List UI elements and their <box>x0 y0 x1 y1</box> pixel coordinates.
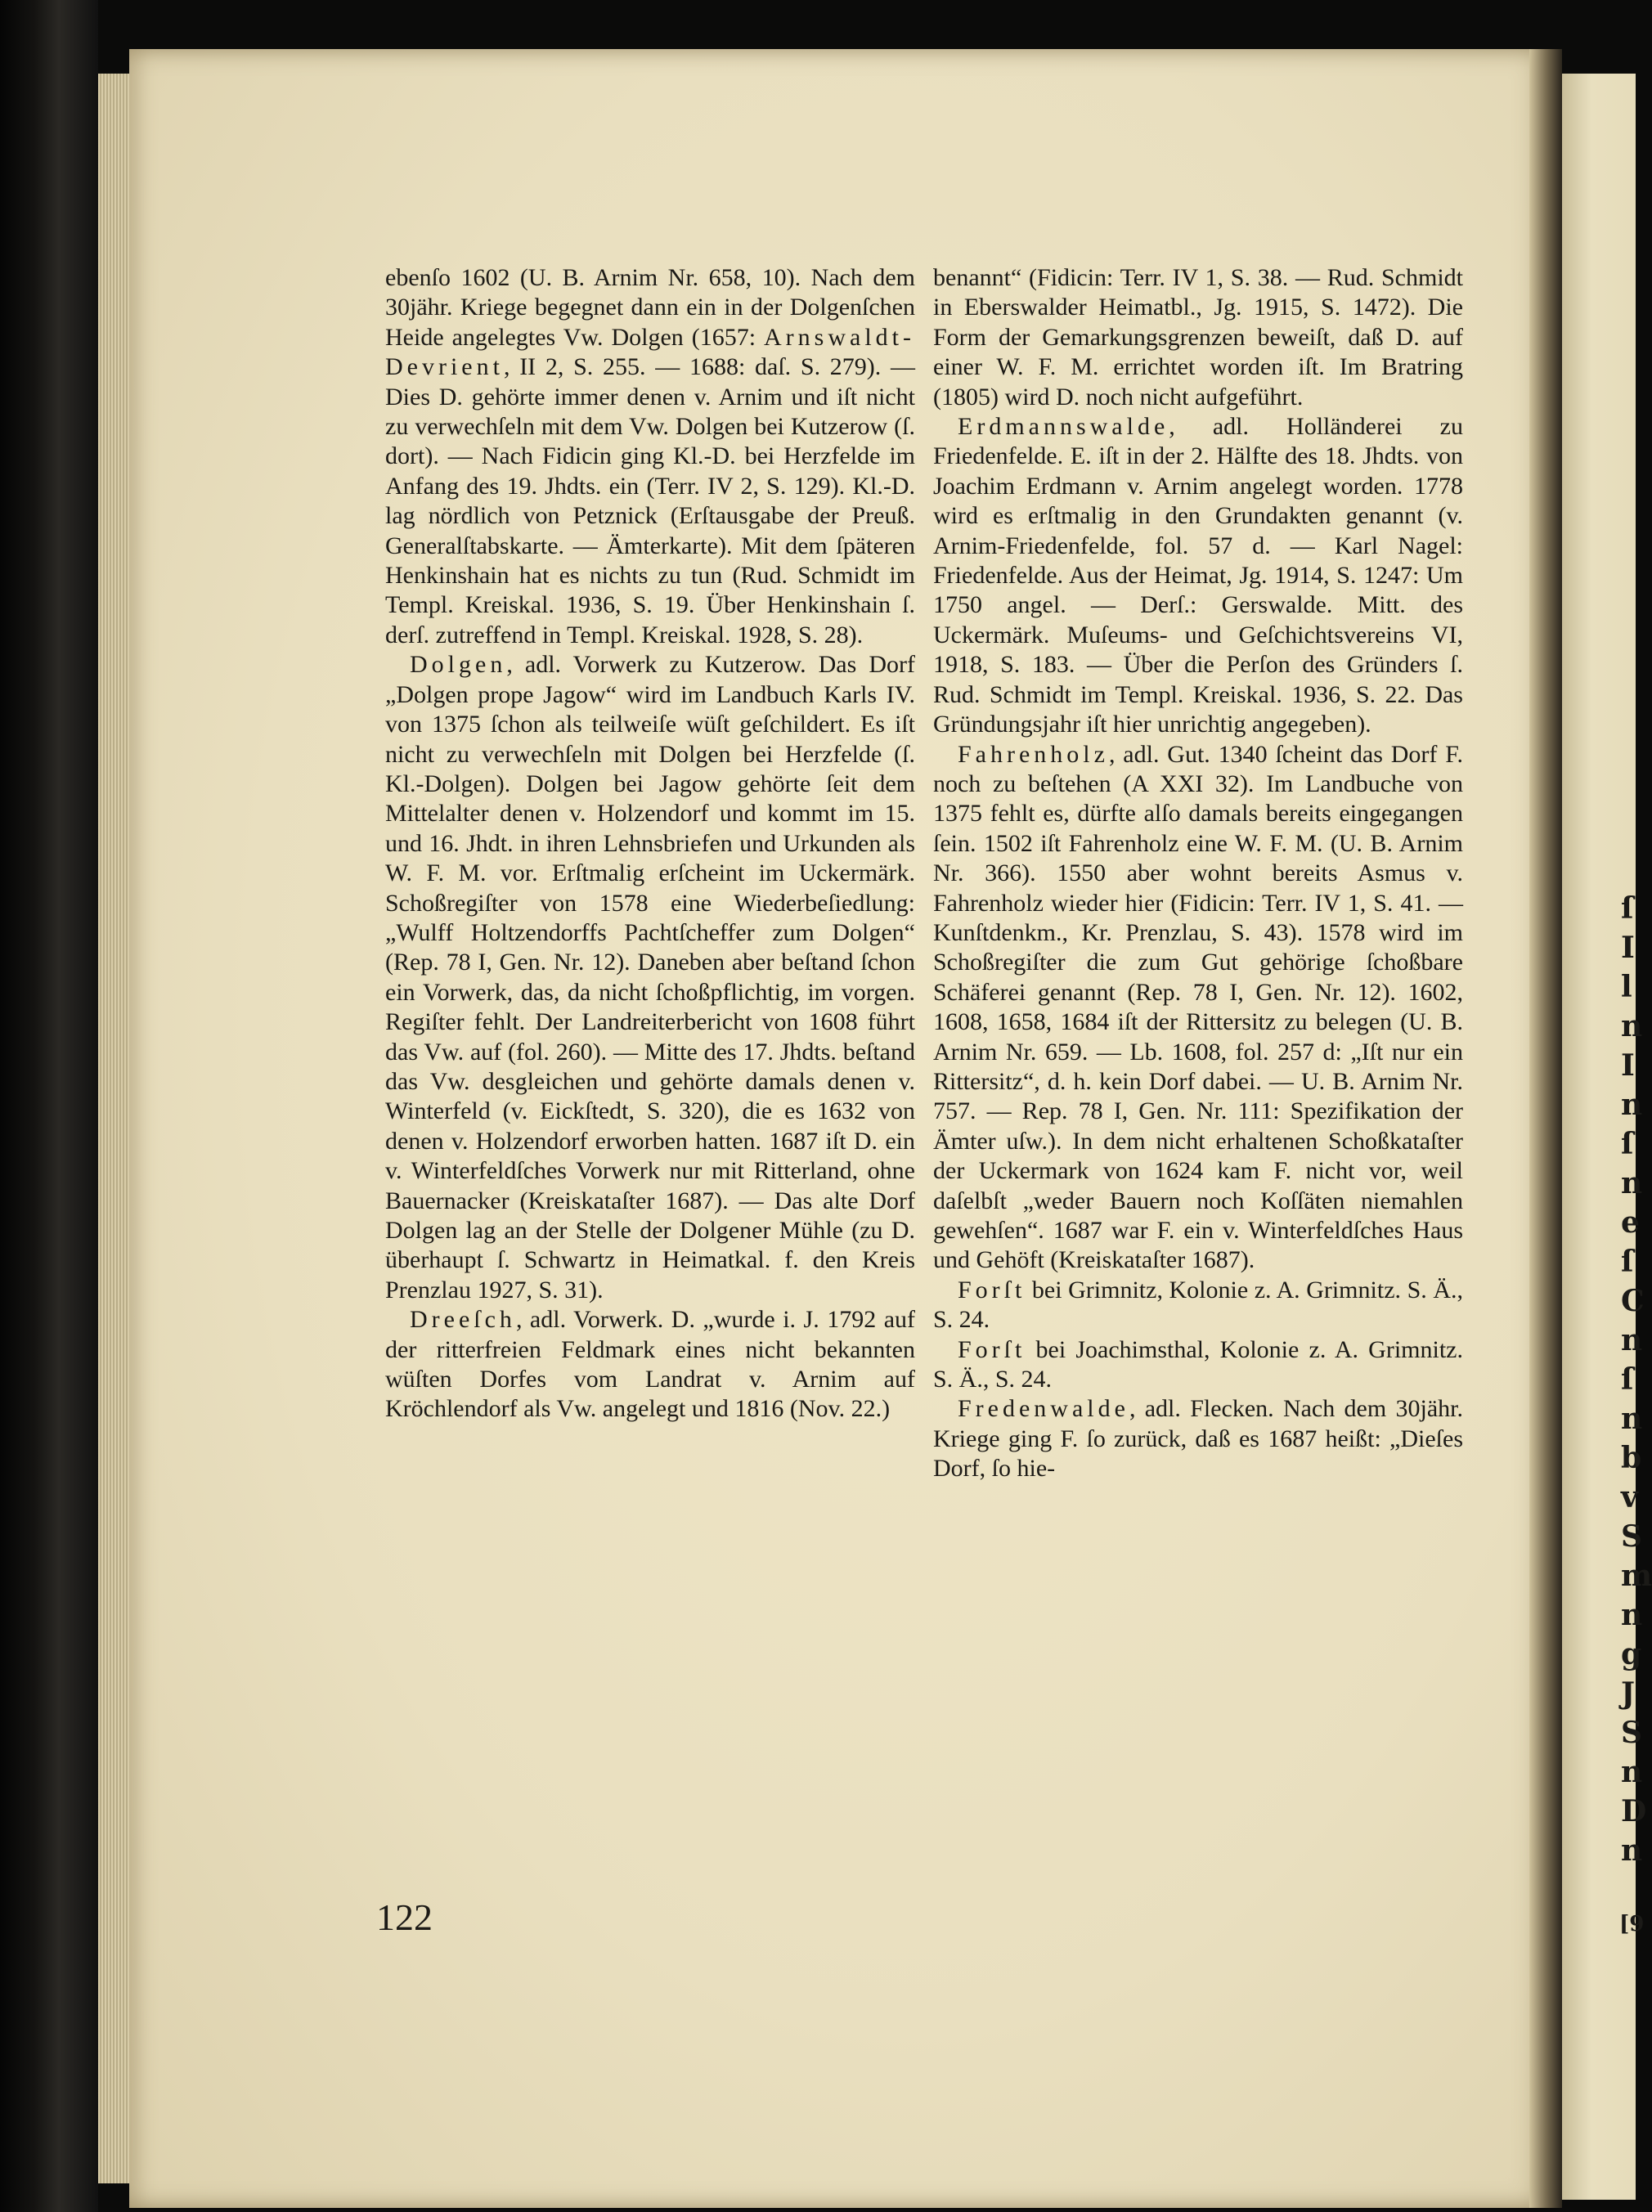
facing-page-letter-fragment: n <box>1621 1833 1643 1868</box>
facing-page-letter-fragment: ſ <box>1621 1245 1634 1279</box>
entry-headword: Fredenwalde <box>958 1395 1129 1423</box>
facing-page-letter-fragment: n <box>1621 1323 1643 1357</box>
facing-page-letter-fragment: I <box>1621 1048 1635 1083</box>
entry-body: , adl. Holländerei zu Friedenfelde. E. iſt in der 2. Hälfte des 18. Jhdts. von Joachim Erdmann v. Arnim angelegt worden. 1778 wird es erſtmalig in den Grundakten genannt (v. Arnim-Friedenfelde, fol. 57 d. — Karl Nagel: Friedenfelde. Aus der Heimat, Jg. 1914, S. 1247: Um 1750 angel. — Derſ.: Gerswalde. Mitt. des Uckermärk. Muſeums- und Geſchichtsvereins VI, 1918, S. 183. — Über die Perſon des Gründers ſ. Rud. Schmidt im Templ. Kreiskal. 1936, S. 22. Das Gründungsjahr iſt hier unrichtig angegeben). <box>933 413 1463 738</box>
entry-body: ebenſo 1602 (U. B. Arnim Nr. 658, 10). Nach dem 30jähr. Kriege begegnet dann ein in der Dolgenſchen Heide angelegtes Vw. Dolgen (1657: <box>385 264 915 351</box>
lexicon-entry <box>385 650 915 1305</box>
facing-page-letter-fragment: m <box>1621 1559 1652 1593</box>
entry-headword: Fahrenholz <box>958 740 1109 768</box>
facing-page-number-fragment: [9 <box>1619 1912 1645 1936</box>
entry-headword: Dolgen <box>410 651 507 679</box>
facing-page-letter-fragment: S <box>1621 1716 1642 1750</box>
facing-page-letter-fragment: n <box>1621 1755 1643 1789</box>
facing-page-letter-fragment: I <box>1621 931 1635 965</box>
facing-page-letter-fragment: D <box>1621 1794 1647 1828</box>
entry-headword: Dreeſch <box>410 1306 516 1334</box>
facing-page-letter-fragment: n <box>1621 1598 1643 1632</box>
facing-page-letter-fragment: ſ <box>1621 1362 1634 1397</box>
facing-page-letter-fragment: n <box>1621 1166 1643 1200</box>
lexicon-entry <box>385 1305 915 1425</box>
right-text-column <box>933 263 1463 1484</box>
lexicon-entry <box>933 1276 1463 1335</box>
facing-page-letter-fragment: n <box>1621 1088 1643 1122</box>
entry-headword: Forſt <box>958 1335 1026 1363</box>
entry-body: , adl. Gut. 1340 ſcheint das Dorf F. noch zu beſtehen (A XXI 32). Im Landbuche von 1375 fehlt es, dürfte alſo damals bereits eingegangen ſein. 1502 iſt Fahrenholz eine W. F. M. (U. B. Arnim Nr. 366). 1550 aber wohnt bereits Asmus v. Fahrenholz wieder hier (Fidicin: Terr. IV 1, S. 41. — Kunſtdenkm., Kr. Prenzlau, S. 43). 1578 wird im Schoßregiſter die zum Gut gehörige ſchoßbare Schäferei genannt (Rep. 78 I, Gen. Nr. 12). 1602, 1608, 1658, 1684 iſt der Rittersitz zu belegen (U. B. Arnim Nr. 659. — Lb. 1608, fol. 257 d: „Iſt nur ein Rittersitz“, d. h. kein Dorf dabei. — U. B. Arnim Nr. 757. — Rep. 78 I, Gen. Nr. 111: Spezifikation der Ämter uſw.). In dem nicht erhaltenen Schoßkataſter der Uckermark von 1624 kam F. nicht vor, weil daſelbſt „weder Bauern noch Koſſäten niemahlen gewehſen“. 1687 war F. ein v. Winterfeldſches Haus und Gehöft (Kreiskataſter 1687). <box>933 740 1463 1274</box>
lexicon-entry <box>933 740 1463 1276</box>
facing-page-strip <box>1562 74 1652 2200</box>
facing-page-letter-fragment: b <box>1621 1441 1642 1475</box>
facing-page-letter-fragment: n <box>1621 1402 1643 1436</box>
facing-page-letter-fragment: ſ <box>1621 1127 1634 1161</box>
spaced-citation: Arnswaldt-Devrient <box>385 323 915 381</box>
facing-page-letter-fragment: J <box>1621 1676 1636 1711</box>
page-number: 122 <box>376 1896 433 1938</box>
lexicon-entry <box>933 412 1463 739</box>
facing-page-letter-fragment: ſ <box>1621 891 1634 926</box>
page-edges <box>98 74 129 2183</box>
facing-page-letter-fragment: n <box>1621 1009 1643 1043</box>
left-text-column <box>385 263 915 1425</box>
page-gutter <box>1529 49 1562 2208</box>
entry-headword: Erdmannswalde <box>958 413 1169 441</box>
entry-body: , adl. Flecken. Nach dem 30jähr. Kriege ging F. ſo zurück, daß es 1687 heißt: „Dieſes Dorf, ſo hie- <box>933 1395 1463 1483</box>
entry-body: bei Joachimsthal, Kolonie z. A. Grimnitz. S. Ä., S. 24. <box>933 1335 1463 1393</box>
entry-headword: Forſt <box>958 1276 1026 1303</box>
entry-continuation <box>385 263 915 650</box>
entry-body: bei Grimnitz, Kolonie z. A. Grimnitz. S. Ä., S. 24. <box>933 1276 1463 1334</box>
facing-page-letter-fragment: l <box>1621 970 1632 1004</box>
entry-body: benannt“ (Fidicin: Terr. IV 1, S. 38. — Rud. Schmidt in Eberswalder Heimatbl., Jg. 1915, S. 1472). Die Form der Gemarkungsgrenzen beweiſt, daß D. auf einer W. F. M. errichtet worden iſt. Im Bratring (1805) wird D. noch nicht aufgeführt. <box>933 264 1463 411</box>
entry-continuation <box>933 263 1463 412</box>
book-binding <box>0 0 98 2212</box>
facing-page-letter-fragment: v <box>1621 1480 1638 1514</box>
lexicon-entry <box>933 1394 1463 1483</box>
entry-body: , adl. Vorwerk. D. „wurde i. J. 1792 auf der ritterfreien Feldmark eines nicht bekannten wüſten Dorfes vom Landrat v. Arnim auf Kröchlendorf als Vw. angelegt und 1816 (Nov. 22.) <box>385 1306 915 1423</box>
entry-body-tail: , II 2, S. 255. — 1688: daſ. S. 279). — Dies D. gehörte immer denen v. Arnim und iſt nicht zu verwechſeln mit dem Vw. Dolgen bei Kutzerow (ſ. dort). — Nach Fidicin ging Kl.-D. bei Herzfelde im Anfang des 19. Jhdts. ein (Terr. IV 2, S. 129). Kl.-D. lag nördlich von Petznick (Erſtausgabe der Preuß. Generalſtabskarte. — Ämterkarte). Mit dem ſpäteren Henkinshain hat es nichts zu tun (Rud. Schmidt im Templ. Kreiskal. 1936, S. 19. Über Henkinshain ſ. derſ. zutreffend in Templ. Kreiskal. 1928, S. 28). <box>385 353 915 648</box>
facing-page-letter-fragment: g <box>1621 1637 1642 1671</box>
facing-page-letter-fragment: C <box>1621 1284 1645 1318</box>
facing-page-letter-fragment: S <box>1621 1519 1642 1554</box>
facing-page-letter-fragment: e <box>1621 1205 1640 1240</box>
lexicon-entry <box>933 1335 1463 1395</box>
entry-body: , adl. Vorwerk zu Kutzerow. Das Dorf „Dolgen prope Jagow“ wird im Landbuch Karls IV. von 1375 ſchon als teilweiſe wüſt geſchildert. Es iſt nicht zu verwechſeln mit Dolgen bei Herzfelde (ſ. Kl.-Dolgen). Dolgen bei Jagow gehörte ſeit dem Mittelalter denen v. Holzendorf und kommt im 15. und 16. Jhdt. in ihren Lehnsbriefen und Urkunden als W. F. M. vor. Erſtmalig erſcheint im Uckermärk. Schoßregiſter von 1578 eine Wiederbeſiedlung: „Wulff Holtzendorffs Pachtſcheffer zum Dolgen“ (Rep. 78 I, Gen. Nr. 12). Daneben aber beſtand ſchon ein Vorwerk, das, da nicht ſchoßpflichtig, im vorgen. Regiſter fehlt. Der Landreiterbericht von 1608 führt das Vw. auf (fol. 260). — Mitte des 17. Jhdts. beſtand das Vw. desgleichen und gehörte damals denen v. Winterfeld (v. Eickſtedt, S. 320), die es 1632 von denen v. Holzendorf erworben hatten. 1687 iſt D. ein v. Winterfeldſches Vorwerk nur mit Ritterland, ohne Bauernacker (Kreiskataſter 1687). — Das alte Dorf Dolgen lag an der Stelle der Dolgener Mühle (zu D. überhaupt ſ. Schwartz in Heimatkal. f. den Kreis Prenzlau 1927, S. 31). <box>385 651 915 1303</box>
